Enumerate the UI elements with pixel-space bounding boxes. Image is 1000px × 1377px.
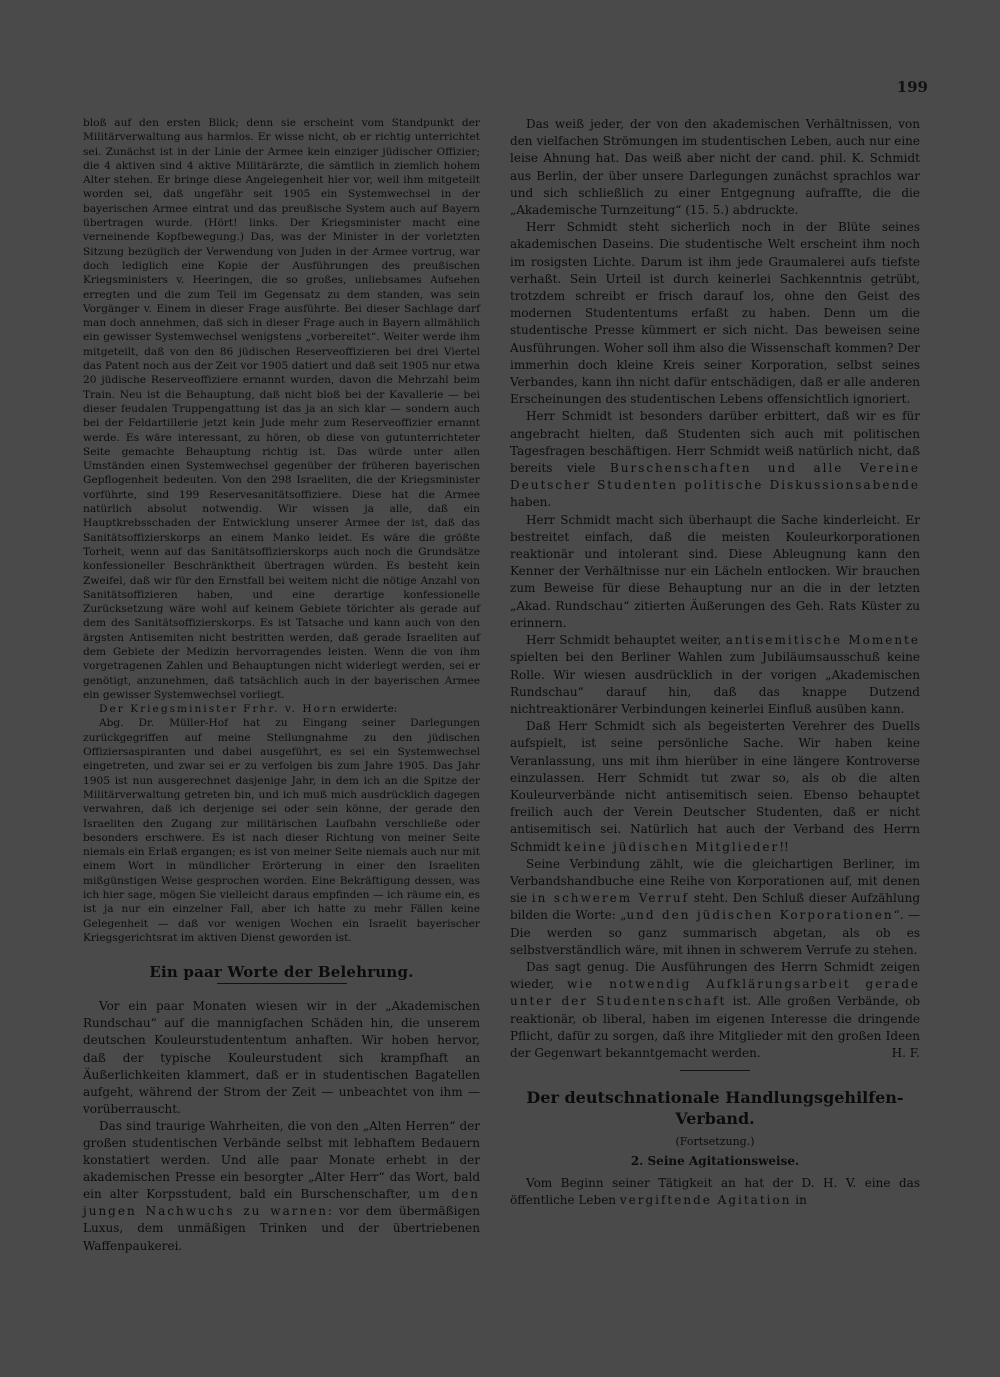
- right-paragraph-9: [510, 1175, 920, 1209]
- page-number: 199: [896, 78, 928, 96]
- left-paragraph-1: bloß auf den ersten Blick; denn sie erscheint vom Standpunkt der Militärverwaltung aus harmlos. Er wisse nicht, ob er richtig unterrichtet sei. Zunächst ist in der Linie der Armee kein einziger jüdischer Offizier; die 4 aktiven sind 4 aktive Militärärzte, die sämtlich in ziemlich hohem Alter stehen. Er bringe diese Angelegenheit hier vor, weil ihm mitgeteilt worden sei, daß ungefähr seit 1905 ein Systemwechsel in der bayerischen Armee eintrat und das preußische System auch auf Bayern übertragen wurde. (Hört! links. Der Kriegsminister macht eine verneinende Kopfbewegung.) Das, was der Minister in der vorletzten Sitzung bezüglich der Verwendung von Juden in der Armee vortrug, war doch lediglich eine Kopie der Ausführungen des preußischen Kriegsministers v. Heeringen, die so großes, unliebsames Aufsehen erregten und die zum Teil im Gegensatz zu dem standen, was sein Vorgänger v. Einem in dieser Frage ausführte. Bei dieser Sachlage darf man doch annehmen, daß sich in dieser Frage auch in Bayern allmählich ein gewisser Systemwechsel wenigstens „vorbereitet“. Weiter werde ihm mitgeteilt, daß von den 86 jüdischen Reserveoffizieren bei drei Viertel das Patent noch aus der Zeit vor 1905 datiert und daß seit 1905 nur etwa 20 jüdische Reserveoffiziere ernannt wurden, davon die Mehrzahl beim Train. Neu ist die Behauptung, daß nicht bloß bei der Kavallerie — bei dieser feudalen Truppengattung ist das ja an sich klar — sondern auch bei der Feldartillerie jetzt kein Jude mehr zum Reserveoffizier ernannt werde. Es wäre interessant, zu hören, ob diese von gutunterrichteter Seite gemachte Behauptung richtig ist. Das würde unter allen Umständen einen Systemwechsel gegenüber der früheren bayerischen Gepflogenheit bedeuten. Von den 298 Israeliten, die der Kriegsminister vorführte, sind 199 Reservesanitätsoffiziere. Diese hat die Armee natürlich absolut notwendig. Wir wissen ja alle, daß ein Hauptkrebsschaden der Entwicklung unserer Armee der ist, daß das Sanitätsoffizierskorps an einem Manko leidet. Es wäre die größte Torheit, wenn auf das Sanitätsoffizierskorps auch noch die Grundsätze konfessioneller Beschränktheit übertragen würden. Es besteht kein Zweifel, daß wir für den Ernstfall bei weitem nicht die nötige Anzahl von Sanitätsoffizieren haben, und eine derartige konfessionelle Zurücksetzung wäre wohl auf keinem Gebiete törichter als gerade auf dem des Sanitätsoffizierskorps. Es ist Tatsache und kann auch von den ärgsten Antisemiten nicht bestritten werden, daß gerade Israeliten auf dem Gebiete der Medizin hervorragendes leisten. Wenn die von ihm vorgetragenen Zahlen und Behauptungen nicht widerlegt werden, sei er genötigt, anzunehmen, daß tatsächlich auch in der bayerischen Armee ein gewisser Systemwechsel vorliegt.: [83, 117, 480, 701]
- right-paragraph-8: [510, 959, 920, 1062]
- right-paragraph-2: Herr Schmidt steht sicherlich noch in der Blüte seines akademischen Daseins. Die studentische Welt erscheint ihm noch im rosigsten Lichte. Darum ist ihm jede Graumalerei aufs tiefste verhaßt. Sein Urteil ist durch keinerlei Sachkenntnis getrübt, trotzdem schreibt er frisch darauf los, ohne den Geist des modernen Studententums erfaßt zu haben. Denn um die studentische Presse kümmert er sich nicht. Das beweisen seine Ausführungen. Woher soll ihm also die Wissenschaft kommen? Der immerhin doch kleine Kreis seiner Korporation, selbst seines Verbandes, kann ihn nicht dafür entschädigen, daß er alle anderen Erscheinungen des studentischen Lebens offensichtlich ignoriert.: [510, 220, 920, 407]
- left-paragraph-5: [83, 1118, 480, 1255]
- right-paragraph-7-c: “. — Die werden so ganz summarisch abgetan, als ob es selbstverständlich wäre, mit ihnen in schwerem Verrufe zu stehen.: [510, 908, 921, 957]
- right-paragraph-9-b: in: [791, 1192, 807, 1207]
- right-paragraph-6-spaced: keine jüdischen Mitglieder: [564, 839, 780, 854]
- left-paragraph-2: [83, 702, 480, 716]
- left-paragraph-4: Vor ein paar Monaten wiesen wir in der „Akademischen Rundschau“ auf die mannigfachen Schäden hin, die unserem deutschen Kouleurstudententum anhaften. Wir hoben hervor, daß der typische Kouleurstudent sich krampfhaft an Äußerlichkeiten klammert, daß er in studentischen Bagatellen aufgeht, während der Strom der Zeit — unbeachtet von ihm — vorüberrauscht.: [83, 999, 480, 1116]
- right-paragraph-6: [510, 718, 920, 856]
- right-paragraph-8-spaced: wie notwendig Aufklärungsarbeit gerade unter der Studentenschaft: [510, 977, 921, 1009]
- right-paragraph-3-spaced: Burschenschaften und alle Vereine Deutscher Studenten politische Diskussionsabende: [510, 461, 920, 493]
- right-column: [510, 116, 920, 1209]
- right-paragraph-7-spaced-1: in schwerem Verruf: [531, 891, 690, 906]
- second-article-heading: Der deutschnationale Handlungsgehilfen-Verband.: [526, 1088, 904, 1129]
- article-heading: [83, 965, 480, 984]
- right-paragraph-3-b: haben.: [510, 495, 552, 510]
- right-paragraph-1: Das weiß jeder, der von den akademischen Verhältnissen, von den vielfachen Strömungen im studentischen Leben, auch nur eine leise Ahnung hat. Das weiß aber nicht der cand. phil. K. Schmidt aus Berlin, der über unsere Darlegungen zunächst sprachlos war und sich schließlich zu einer Entgegnung aufraffte, die die „Akademische Turnzeitung“ (15. 5.) abdruckte.: [510, 117, 920, 218]
- left-paragraph-5-spaced: um den jungen Nachwuchs zu warnen: [83, 1187, 480, 1219]
- right-paragraph-7-a: Seine Verbindung zählt, wie die gleichartigen Berliner, im Verbandshandbuche eine Reihe von Korporationen auf, mit denen sie: [510, 856, 920, 906]
- left-paragraph-5-a: Das sind traurige Wahrheiten, die von den „Alten Herren“ der großen studentischen Verbände selbst mit lebhaftem Bedauern konstatiert werden. Und alle paar Monate erhebt in der akademischen Presse ein besorgter „Alter Herr“ das Wort, bald ein alter Korpsstudent, bald ein Burschenschafter,: [83, 1118, 480, 1202]
- right-paragraph-7-spaced-2: und den jüdischen Korporationen: [626, 908, 894, 923]
- section-heading: 2. Seine Agitationsweise.: [630, 1154, 800, 1169]
- article-heading-text: Ein paar Worte der Belehrung.: [149, 963, 414, 982]
- right-paragraph-9-a: Vom Beginn seiner Tätigkeit an hat der D. H. V. eine das öffentliche Leben: [510, 1175, 920, 1207]
- author-signature: H. F.: [891, 1045, 920, 1060]
- left-paragraph-2-rest: erwiderte:: [337, 703, 398, 716]
- minister-name: Der Kriegsminister Frhr. v. Horn: [99, 703, 338, 716]
- continuation-note: (Fortsetzung.): [675, 1135, 755, 1149]
- right-paragraph-5-b: spielten bei den Berliner Wahlen zum Jubiläumsausschuß keine Rolle. Wir wiesen ausdrücklich in der vorigen „Akademischen Rundschau“ darauf hin, daß das knappe Dutzend nichtreaktionärer Verbindungen keinerlei Einfluß ausüben kann.: [510, 650, 920, 716]
- right-paragraph-9-spaced: vergiftende Agitation: [619, 1192, 792, 1207]
- left-paragraph-3: Abg. Dr. Müller-Hof hat zu Eingang seiner Darlegungen zurückgegriffen auf meine Stellungnahme zu den jüdischen Offiziersaspiranten und dabei ausgeführt, es sei ein Systemwechsel eingetreten, und zwar sei er zu verfolgen bis zum Jahre 1905. Das Jahr 1905 ist nun ausgerechnet dasjenige Jahr, in dem ich an die Spitze der Militärverwaltung getreten bin, und ich muß mich ausdrücklich dagegen verwahren, daß ich derjenige sei oder sein könne, der gerade den Israeliten den Zugang zur militärischen Laufbahn verschließe oder besonders erschwere. Es ist nach dieser Richtung von meiner Seite niemals ein Erlaß ergangen; es ist von meiner Seite niemals auch nur mit einem Wort in mündlicher Erörterung in einer den Israeliten mißgünstigen Weise gesprochen worden. Eine Bekräftigung dessen, was ich hier sage, mögen Sie vielleicht daraus empfinden — ich räume ein, es ist ja nur ein einzelner Fall, aber ich hatte zu mehr Fällen keine Gelegenheit — daß vor wenigen Wochen ein Israelit bayerischer Kriegsgerichtsrat im aktiven Dienst geworden ist.: [83, 717, 480, 944]
- right-paragraph-8-a: Das sagt genug. Die Ausführungen des Herrn Schmidt zeigen wieder,: [510, 959, 920, 992]
- heading-underline: [217, 983, 347, 984]
- right-paragraph-5: [510, 632, 920, 718]
- right-paragraph-7: [510, 856, 920, 959]
- right-paragraph-7-b: steht. Den Schluß dieser Aufzählung bilden die Worte: „: [510, 891, 921, 923]
- left-paragraph-5-b: : vor dem übermäßigen Luxus, dem unmäßigen Trinken und der übertriebenen Waffenpaukerei.: [83, 1204, 480, 1253]
- right-paragraph-3: [510, 408, 920, 511]
- right-paragraph-4: Herr Schmidt macht sich überhaupt die Sache kinderleicht. Er bestreitet einfach, daß die meisten Kouleurkorporationen reaktionär und intolerant sind. Diese Ableugnung kann den Kenner der Verhältnisse nur ein Lächeln entlocken. Wir brauchen zum Beweise für diese Behauptung nur an die in der letzten „Akad. Rundschau“ zitierten Äußerungen des Geh. Rats Küster zu erinnern.: [510, 512, 920, 630]
- right-paragraph-5-spaced: antisemitische Momente: [725, 633, 920, 648]
- right-paragraph-6-b: !!: [779, 839, 789, 854]
- section-divider: [680, 1070, 750, 1071]
- left-column: [83, 116, 480, 1255]
- right-paragraph-6-a: Daß Herr Schmidt sich als begeisterten Verehrer des Duells aufspielt, ist seine persönliche Sache. Wir haben keine Veranlassung, uns mit ihm hierüber in eine längere Kontroverse einzulassen. Herr Schmidt tut zwar so, als ob die alten Kouleurverbände nicht antisemitisch seien. Ebenso behauptet freilich auch der Verein Deutscher Studenten, daß er nicht antisemitisch sei. Natürlich hat auch der Verband des Herrn Schmidt: [510, 719, 920, 854]
- right-paragraph-3-a: Herr Schmidt ist besonders darüber erbittert, daß wir es für angebracht hielten, daß Studenten sich auch mit politischen Tagesfragen beschäftigen. Herr Schmidt weiß natürlich nicht, daß bereits viele: [510, 409, 920, 476]
- right-paragraph-8-b: ist. Alle großen Verbände, ob reaktionär, ob liberal, haben im eigenen Interesse die dringende Pflicht, dafür zu sorgen, daß ihre Mitglieder mit den großen Ideen der Gegenwart bekanntgemacht werden.: [510, 994, 921, 1060]
- right-paragraph-5-a: Herr Schmidt behauptet weiter,: [526, 633, 726, 648]
